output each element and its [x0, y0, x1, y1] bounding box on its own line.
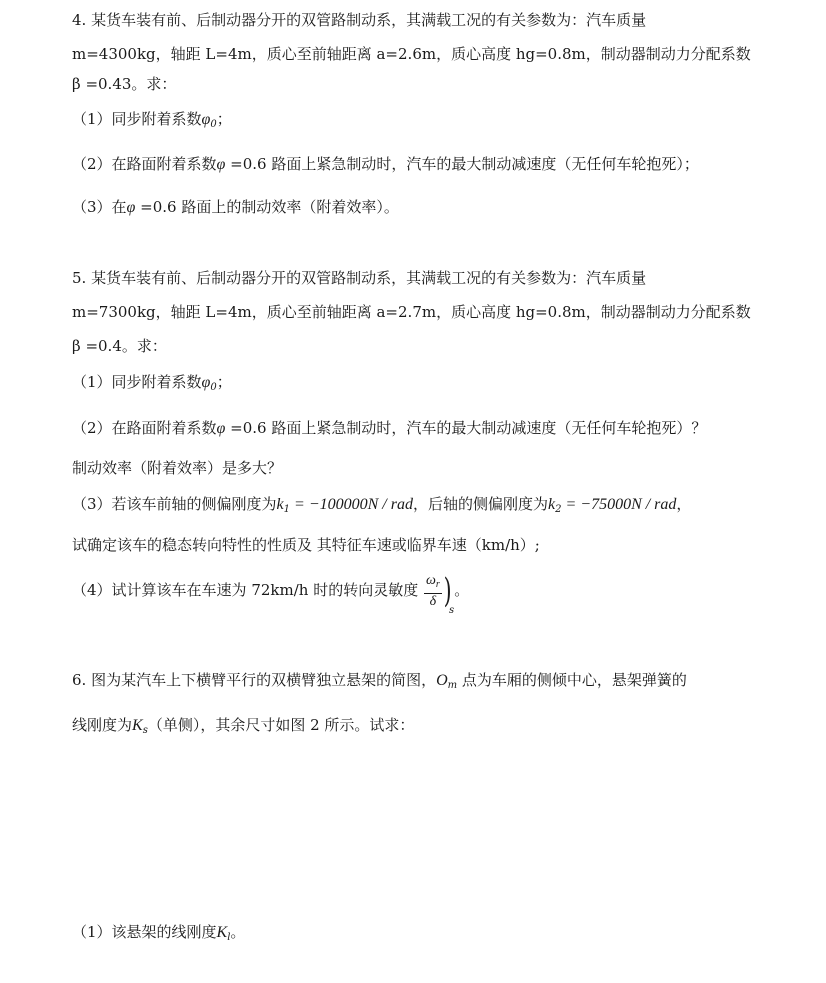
q5-sub4: （4）试计算该车在车速为 72km/h 时的转向灵敏度 $\frac{\omega_r}{\delta}$ )s。	[72, 571, 470, 616]
steering-sensitivity-fraction: $\frac{\omega_r}{\delta}$	[425, 572, 440, 609]
q5-line3: β =0.4。求：	[72, 337, 167, 355]
q4-line2: m=4300kg，轴距 L=4m，质心至前轴距离 a=2.6m，质心高度 hg=0.8m，制动器制动力分配系数	[72, 45, 751, 63]
q6-line2: 线刚度为$K_s$（单侧），其余尺寸如图 2 所示。试求：	[72, 716, 415, 736]
q5-line2: m=7300kg，轴距 L=4m，质心至前轴距离 a=2.7m，质心高度 hg=0.8m，制动器制动力分配系数	[72, 303, 751, 321]
q4-sub3: （3）在φ =0.6 路面上的制动效率（附着效率）。	[72, 198, 399, 216]
q5-sub3: （3）若该车前轴的侧偏刚度为$k_1 = -100000N$ / rad，后轴的侧偏刚度为$k_2 = -75000N$ / rad，	[72, 495, 692, 515]
q5-sub2: （2）在路面附着系数φ =0.6 路面上紧急制动时，汽车的最大制动减速度（无任何车轮抱死）？	[72, 419, 707, 437]
q5-sub3-cont: 试确定该车的稳态转向特性的性质及 其特征车速或临界车速（km/h）;	[72, 536, 540, 554]
q4-line3: β =0.43。求：	[72, 75, 177, 93]
q4-line1: 4. 某货车装有前、后制动器分开的双管路制动系，其满载工况的有关参数为：汽车质量	[72, 11, 647, 29]
q5-sub1: （1）同步附着系数$\varphi_0$；	[72, 373, 232, 393]
q4-sub2: （2）在路面附着系数φ =0.6 路面上紧急制动时，汽车的最大制动减速度（无任何车轮抱死）；	[72, 155, 699, 173]
q4-sub1: （1）同步附着系数$\varphi_0$；	[72, 110, 232, 130]
q6-sub1: （1）该悬架的线刚度$K_l$。	[72, 923, 246, 943]
q5-sub2-cont: 制动效率（附着效率）是多大？	[72, 459, 283, 477]
q5-line1: 5. 某货车装有前、后制动器分开的双管路制动系，其满载工况的有关参数为：汽车质量	[72, 269, 647, 287]
q6-line1: 6. 图为某汽车上下横臂平行的双横臂独立悬架的简图，$O_m$ 点为车厢的侧倾中心，悬架弹簧的	[72, 671, 687, 691]
